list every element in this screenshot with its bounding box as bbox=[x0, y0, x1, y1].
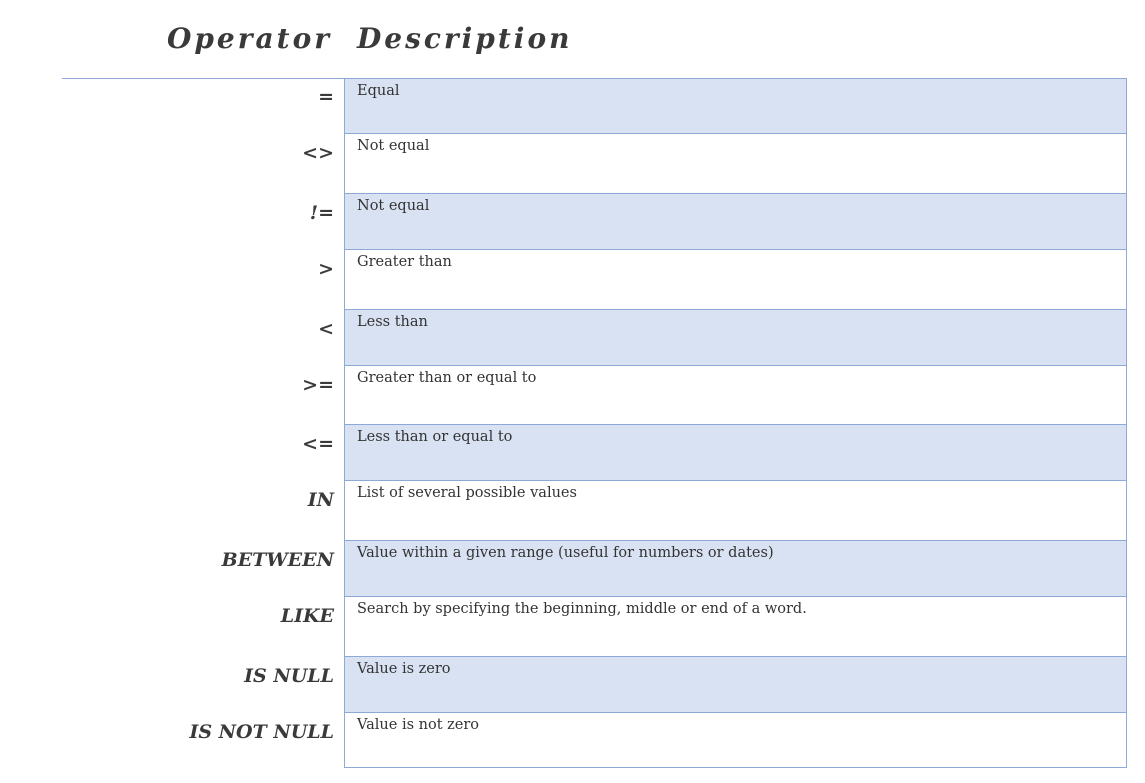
description-cell: Value within a given range (useful for numbers or dates) bbox=[344, 541, 1127, 597]
description-cell: Search by specifying the beginning, middle or end of a word. bbox=[344, 597, 1127, 657]
operator-cell: != bbox=[309, 202, 334, 224]
operator-cell: > bbox=[318, 258, 334, 280]
description-cell: Not equal bbox=[344, 194, 1127, 250]
table-row bbox=[0, 541, 1145, 597]
description-cell: Greater than or equal to bbox=[344, 366, 1127, 425]
operator-cell: = bbox=[318, 86, 334, 108]
description-cell: Value is zero bbox=[344, 657, 1127, 713]
table-row bbox=[0, 657, 1145, 713]
table-row bbox=[0, 713, 1145, 768]
description-cell: Less than or equal to bbox=[344, 425, 1127, 481]
operator-cell: <> bbox=[302, 142, 334, 164]
operator-cell: IS NULL bbox=[244, 665, 334, 687]
table-row bbox=[0, 481, 1145, 541]
table-row bbox=[0, 425, 1145, 481]
operator-cell: < bbox=[318, 318, 334, 340]
table-row bbox=[0, 194, 1145, 250]
description-cell: Less than bbox=[344, 310, 1127, 366]
operator-cell: IN bbox=[307, 489, 334, 511]
description-column-header: Description bbox=[357, 22, 573, 55]
description-cell: Not equal bbox=[344, 134, 1127, 194]
operator-cell: IS NOT NULL bbox=[189, 721, 334, 743]
table-row bbox=[0, 134, 1145, 194]
description-cell: Greater than bbox=[344, 250, 1127, 310]
operator-cell: >= bbox=[302, 374, 334, 396]
description-cell: List of several possible values bbox=[344, 481, 1127, 541]
table-header bbox=[0, 22, 1145, 62]
table-row bbox=[0, 250, 1145, 310]
operator-cell: BETWEEN bbox=[221, 549, 334, 571]
table-row bbox=[0, 78, 1145, 134]
description-cell: Equal bbox=[344, 78, 1127, 134]
operator-cell: <= bbox=[302, 433, 334, 455]
table-row bbox=[0, 366, 1145, 425]
operator-cell: LIKE bbox=[280, 605, 334, 627]
table-row bbox=[0, 597, 1145, 657]
operator-table bbox=[0, 78, 1145, 768]
table-row bbox=[0, 310, 1145, 366]
description-cell: Value is not zero bbox=[344, 713, 1127, 768]
operator-column-header: Operator bbox=[166, 22, 332, 55]
